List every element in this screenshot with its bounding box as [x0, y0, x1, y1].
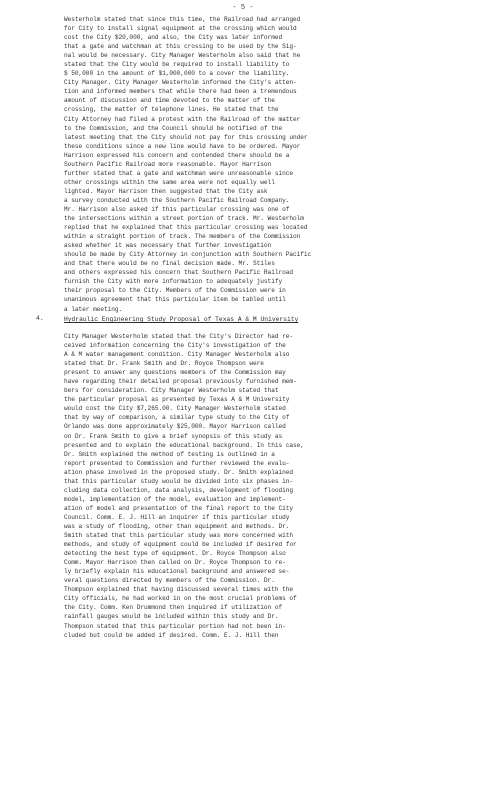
text-line: was a study of flooding, other than equipment and methods. Dr. [64, 522, 290, 530]
text-line: cluded but could be added if desired. Comm. E. J. Hill then [64, 631, 279, 639]
text-line: would cost the City $7,265.00. City Manager Westerholm stated [64, 405, 286, 413]
text-line: further stated that a gate and watchman were unreasonable since [64, 169, 294, 177]
text-line: methods, and study of equipment could be included if desired for [64, 541, 297, 549]
text-line: furnish the City with more information to adequately justify [64, 278, 283, 286]
text-line: asked whether it was necessary that further investigation [64, 242, 272, 250]
text-line: unanimous agreement that this particular item be tabled until [64, 296, 286, 304]
text-line: stated that the City would be required to install liability to [64, 61, 290, 69]
text-line: City Attorney had filed a protest with the Railroad of the matter [64, 115, 301, 123]
text-line: Dr. Smith explained the method of testing is outlined in a [64, 450, 275, 458]
page-number: - 5 - [232, 4, 254, 12]
text-line: Comm. Mayor Harrison then called on Dr. Royce Thompson to re- [64, 559, 286, 567]
text-line: bers for consideration. City Manager Westerholm stated that [64, 387, 279, 395]
text-line: tion and informed members that while there had been a tremendous [64, 88, 297, 96]
section-heading: Hydraulic Engineering Study Proposal of Texas A & M University [64, 316, 299, 323]
text-line: should be made by City Attorney in conjunction with Southern Pacific [64, 251, 312, 259]
text-line: $ 50,000 in the amount of $1,000,000 to a cover the liability. [64, 70, 290, 78]
text-line: Westerholm stated that since this time, the Railroad had arranged [64, 16, 301, 23]
text-line: veral questions directed by members of the Commission. Dr. [64, 577, 275, 585]
text-line: on Dr. Frank Smith to give a brief synopsis of this study as [64, 432, 283, 440]
text-line: have regarding their detailed proposal previously furnished mem- [64, 378, 297, 386]
text-line: A & M water management condition. City Manager Westerholm also [64, 351, 290, 359]
text-line: their proposal to the City. Members of the Commission were in [64, 287, 286, 295]
text-line: a later meeting. [64, 305, 123, 313]
text-line: rainfall gauges would be included within this study and Dr. [64, 613, 279, 621]
text-line: latest meeting that the City should not pay for this crossing under [64, 133, 308, 141]
text-line: Orlando was done approximately $25,000. Mayor Harrison called [64, 423, 286, 431]
text-line: Thompson explained that having discussed several times with the [64, 586, 294, 594]
text-line: Council. Comm. E. J. Hill an inquirer if this particular study [64, 513, 290, 521]
text-line: that by way of comparison, a similar type study to the City of [64, 414, 290, 422]
text-line: ly briefly explain his educational background and answered se- [64, 568, 290, 576]
text-line: City officials, he had worked in on the most crucial problems of [64, 595, 297, 603]
text-line: Mr. Harrison also asked if this particular crossing was one of [64, 205, 290, 213]
text-line: for City to install signal equipment at the crossing which would [64, 25, 297, 33]
text-line: a survey conducted with the Southern Pacific Railroad Company. [64, 196, 290, 204]
text-line: amount of discussion and time devoted to the matter of the [64, 97, 275, 105]
text-line: and others expressed his concern that Southern Pacific Railroad [64, 269, 294, 277]
text-line: replied that he explained that this particular crossing was located [64, 224, 308, 232]
text-line: within a straight portion of track. The members of the Commission [64, 233, 301, 241]
paragraph-railroad-crossing [64, 15, 436, 314]
text-line: that this particular study would be divided into six phases in- [64, 477, 294, 485]
text-line: Thompson stated that this particular portion had not been in- [64, 622, 286, 630]
text-line: other crossings within the same area were not equally well [64, 178, 275, 186]
text-line: City Manager Westerholm stated that the City's Director had re- [64, 333, 294, 340]
text-line: the City. Comm. Ken Drummond then inquired if utilization of [64, 604, 283, 612]
text-line: the intersections within a street portion of track. Mr. Westerholm [64, 215, 304, 223]
text-line: present to answer any questions members of the Commission may [64, 369, 286, 377]
text-line: ation of model and presentation of the final report to the City [64, 504, 294, 512]
text-line: Smith stated that this particular study was more concerned with [64, 532, 294, 540]
text-line: report presented to Commission and further reviewed the evalu- [64, 459, 290, 467]
text-line: nal would be necessary. City Manager Westerholm also said that he [64, 52, 301, 60]
text-line: detecting the best type of equipment. Dr. Royce Thompson also [64, 550, 286, 558]
text-line: presented and to explain the educational background. In this case, [64, 441, 304, 449]
text-line: Harrison expressed his concern and contended there should be a [64, 151, 290, 159]
text-line: and that there would be no final decision made. Mr. Stiles [64, 260, 275, 268]
section-number: 4. [36, 315, 44, 322]
text-line: these conditions since a new line would have to be ordered. Mayor [64, 142, 301, 150]
text-line: Southern Pacific Railroad more reasonable. Mayor Harrison [64, 160, 272, 168]
text-line: cluding data collection, data analysis, development of flooding [64, 486, 294, 494]
text-line: ation phase involved in the proposed study. Dr. Smith explained [64, 468, 294, 476]
text-line: lighted. Mayor Harrison then suggested that the City ask [64, 187, 268, 195]
text-line: that a gate and watchman at this crossing to be used by the Sig- [64, 43, 297, 51]
text-line: stated that Dr. Frank Smith and Dr. Royce Thompson were [64, 360, 264, 368]
text-line: to the Commission, and the Council should be notified of the [64, 124, 283, 132]
text-line: model, implementation of the model, evaluation and implement- [64, 495, 286, 503]
text-line: City Manager. City Manager Westerholm informed the City's atten- [64, 79, 297, 87]
paragraph-hydraulic-study [64, 332, 436, 640]
text-line: ceived information concerning the City's investigation of the [64, 342, 286, 350]
text-line: cost the City $20,000, and also, the City was later informed [64, 34, 283, 42]
text-line: crossing, the matter of telephone lines. He stated that the [64, 106, 279, 114]
text-line: the particular proposal as presented by Texas A & M University [64, 396, 290, 404]
